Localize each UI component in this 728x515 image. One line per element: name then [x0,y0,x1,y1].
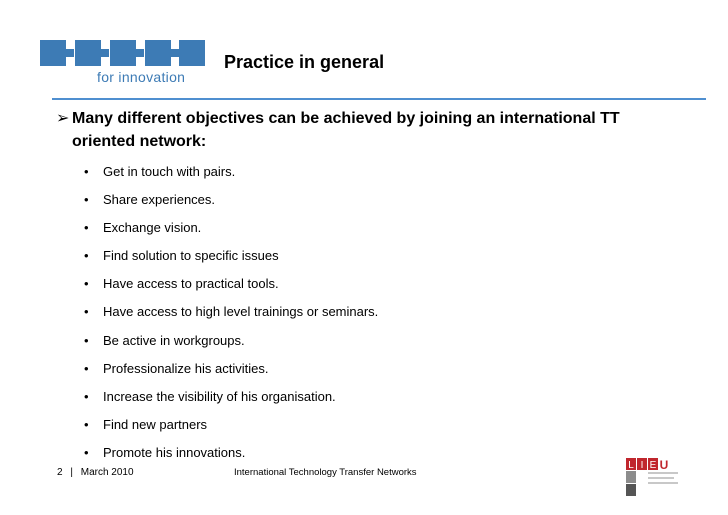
page-number: 2 [57,467,63,478]
list-item-text: Find solution to specific issues [103,248,279,264]
list-item-text: Get in touch with pairs. [103,164,236,179]
list-item [80,330,378,358]
bullet-dot-icon: • [84,248,89,264]
list-item [80,161,378,189]
title-divider [52,98,706,100]
bullet-dot-icon: • [84,444,89,460]
bullet-dot-icon: • [84,164,89,179]
objectives-list [80,161,378,470]
logo-blocks-graphic [40,40,205,66]
logo-tagline: for innovation [97,69,186,85]
logo-letter: E [649,460,657,471]
list-item-text: Share experiences. [103,192,216,208]
bullet-dot-icon: • [84,192,89,208]
list-item [80,358,378,386]
list-item-text: Find new partners [103,416,208,432]
footer-date: March 2010 [80,467,134,478]
logo-letter: L [628,460,634,471]
list-item [80,414,378,442]
footer-separator: | [70,467,73,478]
list-item-text: Professionalize his activities. [103,360,269,376]
bullet-dot-icon: • [84,360,89,376]
logo-letter: I [640,460,644,471]
bullet-dot-icon: • [84,388,89,404]
list-item-text: Promote his innovations. [103,444,246,460]
footer-page-info [57,467,134,478]
list-item [80,217,378,245]
bullet-dot-icon: • [84,276,89,292]
lead-statement [56,107,716,153]
slide-title: Practice in general [224,52,385,72]
list-item [80,189,378,217]
list-item-text: Have access to practical tools. [103,276,279,292]
list-item [80,273,378,301]
list-item-text: Increase the visibility of his organisation. [103,388,336,404]
list-item-text: Exchange vision. [103,220,202,236]
bullet-dot-icon: • [84,332,89,348]
bullet-dot-icon: • [84,304,89,320]
lead-line-1: Many different objectives can be achieved by joining an international TT [72,110,620,127]
list-item [80,386,378,414]
organisation-logo [40,40,210,86]
arrow-bullet-icon: ➢ [56,110,70,127]
list-item [80,301,378,329]
bullet-dot-icon: • [84,220,89,236]
bullet-dot-icon: • [84,416,89,432]
lead-line-2: oriented network: [72,133,207,150]
list-item-text: Have access to high level trainings or seminars. [103,304,379,320]
university-logo [626,458,688,496]
list-item [80,245,378,273]
footer-presentation-title: International Technology Transfer Networks [234,467,417,478]
logo-letter: U [659,458,669,472]
list-item [80,442,378,470]
list-item-text: Be active in workgroups. [103,332,245,348]
